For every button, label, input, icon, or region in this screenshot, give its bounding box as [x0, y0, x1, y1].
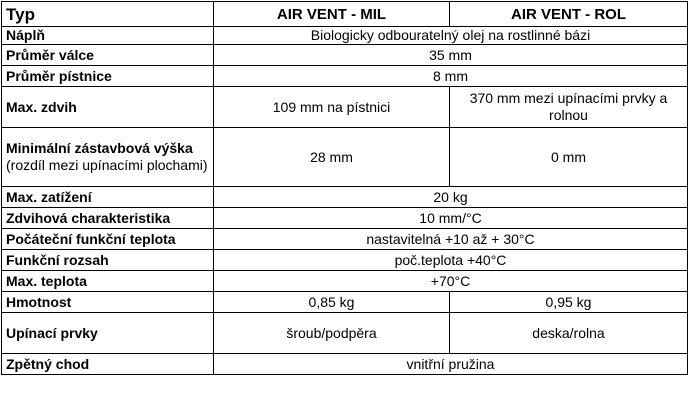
row-value-rol: 370 mm mezi upínacími prvky a rolnou: [450, 87, 688, 128]
row-label: Hmotnost: [2, 292, 214, 313]
row-label-bold: Minimální zástavbová výška: [6, 140, 193, 156]
table-row: [2, 250, 688, 271]
row-value: vnitřní pružina: [214, 354, 688, 375]
header-row: [2, 2, 688, 27]
spec-table: [1, 1, 688, 375]
row-label: Zpětný chod: [2, 354, 214, 375]
row-label: Funkční rozsah: [2, 250, 214, 271]
row-value-mil: 28 mm: [214, 128, 450, 187]
table-row: [2, 27, 688, 45]
row-value: nastavitelná +10 až + 30°C: [214, 229, 688, 250]
row-label: Upínací prvky: [2, 313, 214, 354]
row-value-rol: 0 mm: [450, 128, 688, 187]
row-label: Max. zdvih: [2, 87, 214, 128]
row-label: [2, 128, 214, 187]
column-header-mil: AIR VENT - MIL: [214, 2, 450, 27]
table-row: [2, 45, 688, 66]
row-label: Zdvihová charakteristika: [2, 208, 214, 229]
row-label: Průměr pístnice: [2, 66, 214, 87]
row-value-rol: 0,95 kg: [450, 292, 688, 313]
row-value: 35 mm: [214, 45, 688, 66]
row-label: Max. teplota: [2, 271, 214, 292]
row-value-mil: 0,85 kg: [214, 292, 450, 313]
table-row: [2, 229, 688, 250]
header-label: Typ: [2, 2, 214, 27]
table-row: [2, 66, 688, 87]
row-value-mil: 109 mm na pístnici: [214, 87, 450, 128]
table-row: [2, 313, 688, 354]
row-value: 10 mm/°C: [214, 208, 688, 229]
row-value: +70°C: [214, 271, 688, 292]
row-label: Počáteční funkční teplota: [2, 229, 214, 250]
row-label: Náplň: [2, 27, 214, 45]
table-row: [2, 292, 688, 313]
table-row: [2, 354, 688, 375]
row-value: 20 kg: [214, 187, 688, 208]
row-value: 8 mm: [214, 66, 688, 87]
row-value-mil: šroub/podpěra: [214, 313, 450, 354]
table-row: [2, 208, 688, 229]
row-label: Průměr válce: [2, 45, 214, 66]
row-label: Max. zatížení: [2, 187, 214, 208]
table-row: [2, 87, 688, 128]
row-value-rol: deska/rolna: [450, 313, 688, 354]
table-row: [2, 128, 688, 187]
row-value: poč.teplota +40°C: [214, 250, 688, 271]
row-label-note: (rozdíl mezi upínacími plochami): [6, 157, 208, 173]
column-header-rol: AIR VENT - ROL: [450, 2, 688, 27]
row-value: Biologicky odbouratelný olej na rostlinné bázi: [214, 27, 688, 45]
table-row: [2, 187, 688, 208]
table-row: [2, 271, 688, 292]
